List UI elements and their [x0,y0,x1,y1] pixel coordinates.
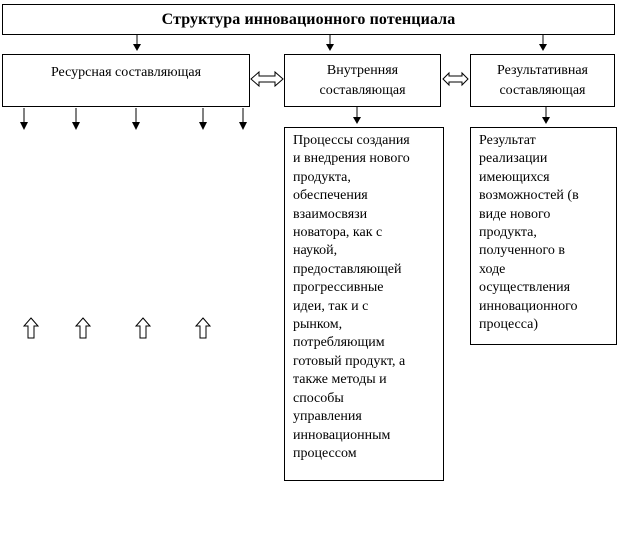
internal-description-line: готовый продукт, а [293,353,406,369]
result-description-line: Результат [479,133,536,148]
result-description-line: возможностей (в [479,188,579,204]
result-component-label-line: Результативная [497,62,588,78]
internal-component-label-line: Внутренняя [326,62,399,78]
internal-description-line: потребляющим [293,335,385,351]
internal-description-line: процессом [293,445,357,461]
internal-description-line: Процессы создания [293,133,410,148]
result-description-line: осуществления [479,280,571,296]
internal-description-line: способы [293,390,344,406]
result-description-line: полученного в [479,243,566,259]
internal-description-line: прогрессивные [293,280,384,296]
internal-description-line: обеспечения [293,188,368,204]
result-description-line: инновационного [479,298,578,314]
internal-description-line: новатора, как с [293,225,383,241]
internal-description-line: управления [293,409,362,425]
result-description-line: реализации [479,151,548,167]
internal-description-line: предоставляющей [293,261,402,277]
internal-description-line: также методы и [293,372,387,388]
result-description-line: ходе [479,261,506,277]
result-description-line: виде нового [479,206,551,222]
resource-component-label: Ресурсная составляющая [50,65,202,80]
result-component-label-line: составляющая [499,82,586,98]
internal-description-line: идеи, так и с [293,298,369,314]
internal-description-line: рынком, [293,317,343,333]
internal-description-line: взаимосвязи [293,206,368,222]
internal-description-line: наукой, [293,243,338,259]
diagram-title: Структура инновационного потенциала [161,10,456,28]
result-description-line: имеющихся [479,169,550,185]
internal-description-line: продукта, [293,169,351,185]
result-description-line: процесса) [479,317,539,333]
double-arrow-internal-result [443,73,468,85]
internal-description-line: инновационным [293,427,391,443]
resource-down-arrows [20,108,247,130]
hollow-up-arrows [24,318,210,338]
double-arrow-resource-internal [251,72,283,86]
internal-description-line: и внедрения нового [293,151,410,167]
internal-component-label-line: составляющая [319,82,406,98]
result-description-line: продукта, [479,225,537,241]
